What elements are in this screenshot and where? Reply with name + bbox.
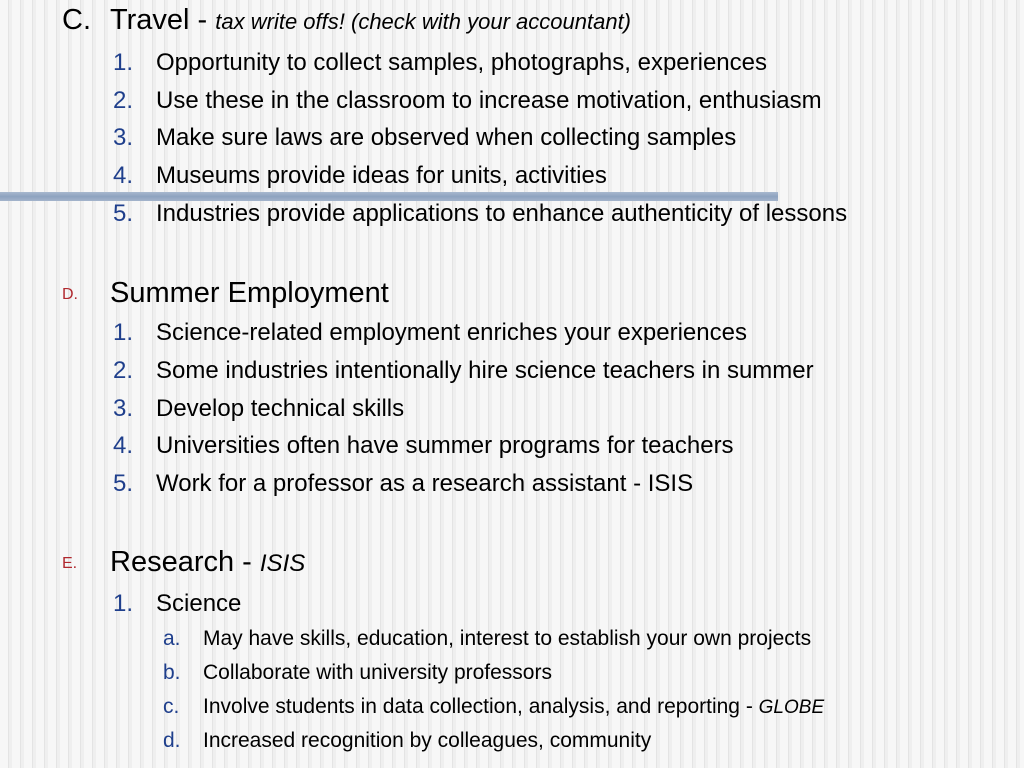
item-text: Use these in the classroom to increase motivation, enthusiasm — [156, 87, 822, 114]
item-text: Develop technical skills — [156, 395, 405, 422]
section-title — [110, 546, 305, 579]
item-number: 5. — [113, 200, 134, 227]
item-number: 1. — [113, 319, 134, 346]
section-marker: C. — [62, 4, 91, 36]
item-number: 4. — [113, 432, 134, 459]
item-text: Science — [156, 590, 242, 617]
item-text: Universities often have summer programs for teachers — [156, 432, 734, 459]
item-number: 5. — [113, 470, 134, 497]
section-title-note: ISIS — [259, 550, 306, 577]
section-title-text: Research - — [110, 546, 260, 578]
item-text: May have skills, education, interest to establish your own projects — [203, 627, 812, 650]
item-number: 1. — [113, 49, 134, 76]
item-number: 2. — [113, 357, 134, 384]
item-number: 2. — [113, 87, 134, 114]
item-number: 4. — [113, 162, 134, 189]
item-text: Make sure laws are observed when collecting samples — [156, 124, 737, 151]
section-title: Summer Employment — [110, 277, 389, 309]
item-number: 3. — [113, 395, 134, 422]
item-text: Some industries intentionally hire science teachers in summer — [156, 357, 814, 384]
item-text: Museums provide ideas for units, activities — [156, 162, 607, 189]
item-letter: b. — [163, 661, 181, 684]
item-text: Collaborate with university professors — [203, 661, 552, 684]
item-number: 1. — [113, 590, 134, 617]
item-text-main: Involve students in data collection, analysis, and reporting - — [203, 695, 759, 718]
item-text — [203, 695, 824, 719]
item-text: Increased recognition by colleagues, community — [203, 729, 652, 752]
section-marker: D. — [62, 286, 78, 303]
section-title-note: tax write offs! (check with your accountant) — [215, 9, 632, 34]
item-letter: c. — [163, 695, 180, 718]
item-number: 3. — [113, 124, 134, 151]
section-title — [110, 4, 631, 37]
section-marker: E. — [62, 555, 78, 572]
item-text: Industries provide applications to enhance authenticity of lessons — [156, 200, 848, 227]
item-letter: d. — [163, 729, 181, 752]
item-text-note: GLOBE — [758, 697, 825, 718]
item-text: Work for a professor as a research assistant - ISIS — [156, 470, 694, 497]
item-text: Opportunity to collect samples, photographs, experiences — [156, 49, 768, 76]
section-title-text: Travel - — [110, 4, 216, 36]
item-letter: a. — [163, 627, 181, 650]
item-text: Science-related employment enriches your experiences — [156, 319, 747, 346]
